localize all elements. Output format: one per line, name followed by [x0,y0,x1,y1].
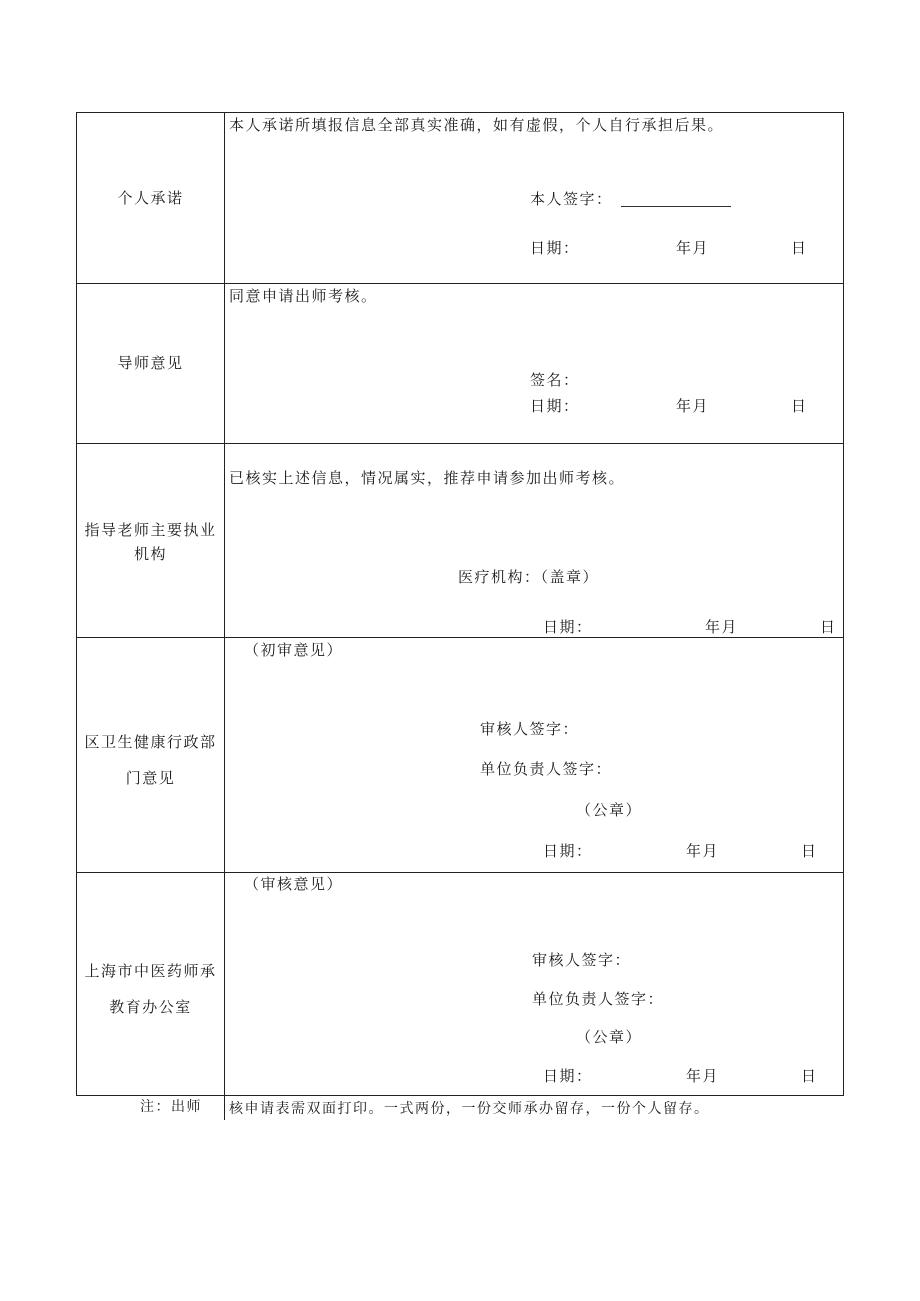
reviewer-signature-label: 审核人签字： [480,720,580,738]
date-label: 日期： [543,1067,593,1085]
column-divider [224,112,225,1096]
row-label-district-health-dept-line2: 门意见 [125,769,176,787]
preliminary-review-heading: （初审意见） [244,641,344,659]
date-day: 日 [791,397,808,415]
row-label-institution: 指导老师主要执业 [84,521,217,539]
date-day: 日 [820,618,837,636]
row-divider [76,283,844,284]
row-label-shanghai-tcm-office-line2: 教育办公室 [109,998,192,1016]
unit-head-signature-label: 单位负责人签字： [532,990,665,1008]
self-signature-line[interactable] [621,206,731,207]
mentor-signature-label: 签名： [530,371,580,389]
date-year-month: 年月 [705,618,739,636]
institution-seal-label: 医疗机构：（盖章） [458,568,600,586]
institution-statement: 已核实上述信息，情况属实，推荐申请参加出师考核。 [229,469,626,487]
note-divider [224,1096,225,1120]
row-label-mentor-opinion: 导师意见 [117,354,184,372]
date-year-month: 年月 [676,239,710,257]
reviewer-signature-label: 审核人签字： [532,951,632,969]
date-day: 日 [801,1067,818,1085]
date-label: 日期： [530,239,580,257]
date-label: 日期： [543,618,593,636]
date-day: 日 [801,842,818,860]
row-divider [76,872,844,873]
official-seal-label: （公章） [576,1028,643,1046]
row-label-institution-line2: 机构 [133,545,167,563]
row-divider [76,443,844,444]
note-text: 核申请表需双面打印。一式两份，一份交师承办留存，一份个人留存。 [229,1101,710,1117]
date-year-month: 年月 [686,842,720,860]
application-form-table [76,112,844,1096]
mentor-statement: 同意申请出师考核。 [229,287,378,305]
row-label-district-health-dept: 区卫生健康行政部 [84,733,217,751]
unit-head-signature-label: 单位负责人签字： [480,760,613,778]
row-divider [76,637,844,638]
date-label: 日期： [530,397,580,415]
date-day: 日 [791,239,808,257]
date-year-month: 年月 [676,397,710,415]
date-year-month: 年月 [686,1067,720,1085]
self-signature-label: 本人签字： [530,190,613,208]
row-label-personal-commitment: 个人承诺 [117,189,184,207]
date-label: 日期： [543,842,593,860]
official-seal-label: （公章） [576,801,643,819]
review-opinion-heading: （审核意见） [244,875,344,893]
commitment-statement: 本人承诺所填报信息全部真实准确，如有虚假，个人自行承担后果。 [229,116,725,134]
row-label-shanghai-tcm-office: 上海市中医药师承 [84,962,217,980]
note-prefix: 注：出师 [140,1099,202,1115]
